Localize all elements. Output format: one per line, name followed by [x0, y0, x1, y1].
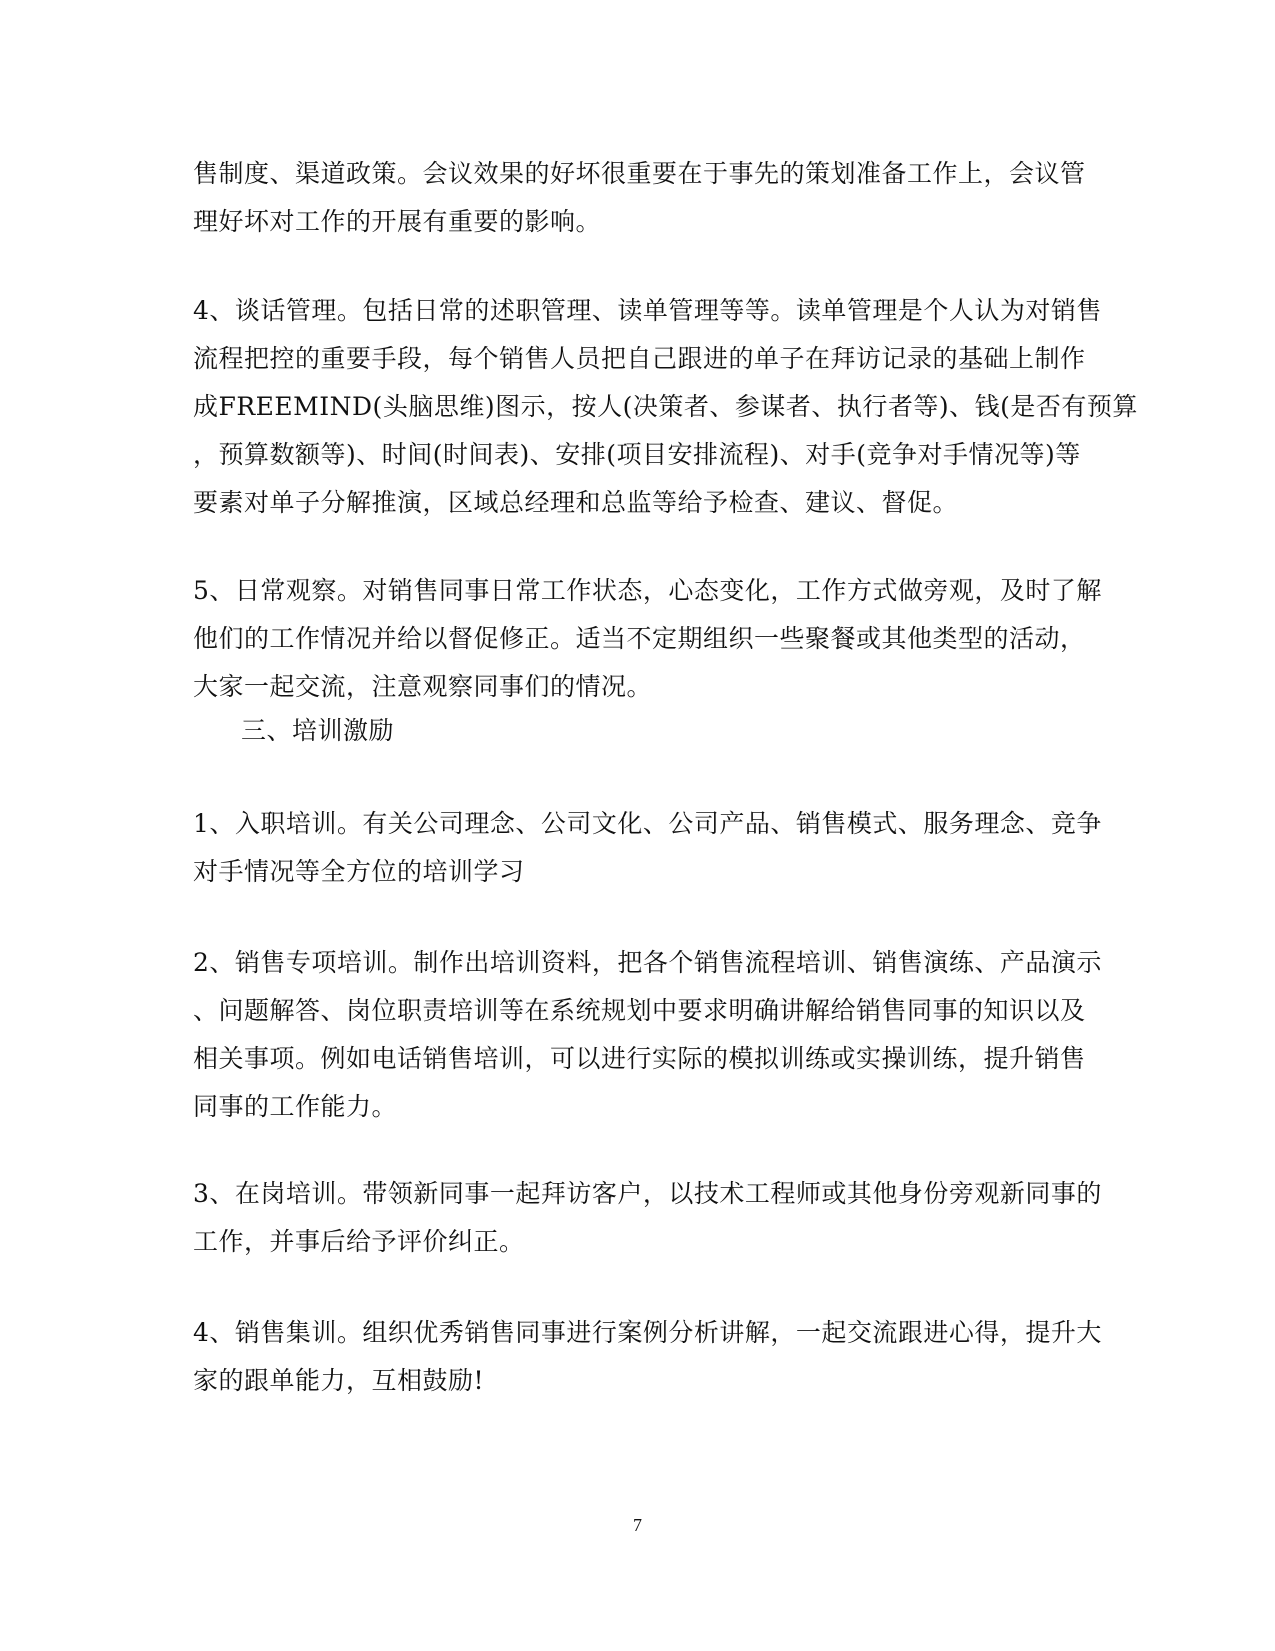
section-heading: 三、培训激励 — [241, 716, 395, 745]
paragraph-line: 大家一起交流，注意观察同事们的情况。 — [193, 672, 653, 701]
paragraph-line: 理好坏对工作的开展有重要的影响。 — [193, 207, 602, 236]
paragraph-line: 相关事项。例如电话销售培训，可以进行实际的模拟训练或实操训练，提升销售 — [193, 1044, 1086, 1073]
paragraph-sales-training — [193, 939, 1102, 1131]
paragraph-line: 5、日常观察。对销售同事日常工作状态，心态变化，工作方式做旁观，及时了解 — [193, 576, 1102, 605]
paragraph-line: 家的跟单能力，互相鼓励! — [193, 1366, 485, 1395]
paragraph-line: 1、入职培训。有关公司理念、公司文化、公司产品、销售模式、服务理念、竞争 — [193, 809, 1102, 838]
paragraph-line: 4、谈话管理。包括日常的述职管理、读单管理等等。读单管理是个人认为对销售 — [193, 296, 1102, 325]
paragraph-line: 要素对单子分解推演，区域总经理和总监等给予检查、建议、督促。 — [193, 488, 959, 517]
paragraph-line: 4、销售集训。组织优秀销售同事进行案例分析讲解，一起交流跟进心得，提升大 — [193, 1318, 1102, 1347]
paragraph-line: 成FREEMIND(头脑思维)图示，按人(决策者、参谋者、执行者等)、钱(是否有预算 — [193, 392, 1138, 421]
paragraph-sales-bootcamp — [193, 1309, 1102, 1405]
paragraph-onboarding-training — [193, 800, 1102, 896]
paragraph-on-job-training — [193, 1170, 1102, 1266]
paragraph-line: 工作，并事后给予评价纠正。 — [193, 1227, 525, 1256]
paragraph-daily-observation — [193, 567, 1102, 711]
paragraph-talk-management — [193, 287, 1138, 527]
paragraph-line: 售制度、渠道政策。会议效果的好坏很重要在于事先的策划准备工作上，会议管 — [193, 159, 1086, 188]
paragraph-line: 流程把控的重要手段，每个销售人员把自己跟进的单子在拜访记录的基础上制作 — [193, 344, 1086, 373]
paragraph-line: 对手情况等全方位的培训学习 — [193, 857, 525, 886]
paragraph-line: 、问题解答、岗位职责培训等在系统规划中要求明确讲解给销售同事的知识以及 — [193, 996, 1086, 1025]
page-number: 7 — [633, 1515, 642, 1535]
paragraph-line: 他们的工作情况并给以督促修正。适当不定期组织一些聚餐或其他类型的活动， — [193, 624, 1086, 653]
paragraph-meeting-management — [193, 150, 1086, 246]
paragraph-line: 同事的工作能力。 — [193, 1092, 398, 1121]
paragraph-line: 2、销售专项培训。制作出培训资料，把各个销售流程培训、销售演练、产品演示 — [193, 948, 1102, 977]
paragraph-line: 3、在岗培训。带领新同事一起拜访客户，以技术工程师或其他身份旁观新同事的 — [193, 1179, 1102, 1208]
paragraph-line: ，预算数额等)、时间(时间表)、安排(项目安排流程)、对手(竞争对手情况等)等 — [193, 440, 1081, 469]
